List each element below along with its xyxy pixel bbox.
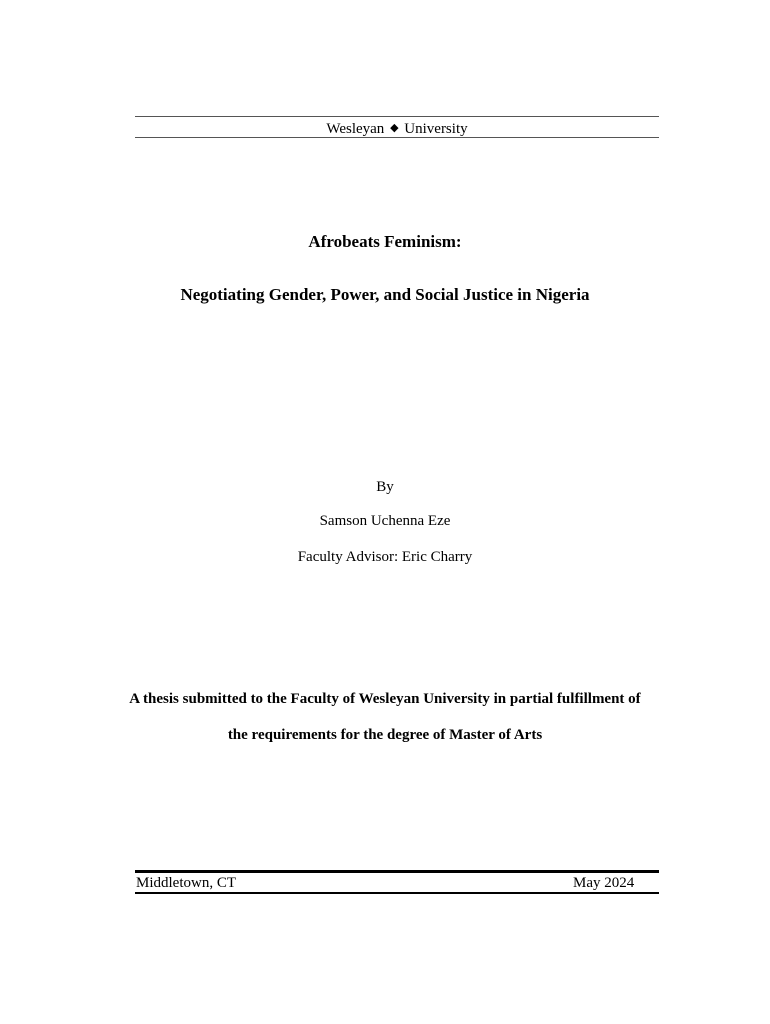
- thesis-title: Afrobeats Feminism:: [308, 232, 462, 251]
- header-top-rule: [135, 116, 659, 117]
- header-left-word: Wesleyan: [326, 121, 385, 137]
- footer-top-rule: [135, 870, 659, 873]
- by-label: By: [376, 479, 394, 495]
- university-header: [135, 118, 659, 138]
- degree-statement-line-2: the requirements for the degree of Master of Arts: [227, 727, 543, 743]
- faculty-advisor: Faculty Advisor: Eric Charry: [297, 549, 473, 565]
- author-name: Samson Uchenna Eze: [319, 513, 451, 529]
- header-bottom-rule: [135, 137, 659, 138]
- header-right-word: University: [404, 121, 468, 137]
- footer-date: May 2024: [573, 875, 635, 891]
- diamond-icon: ◆: [390, 122, 399, 134]
- footer-location: Middletown, CT: [136, 875, 236, 891]
- footer-bottom-rule: [135, 892, 659, 894]
- thesis-subtitle: Negotiating Gender, Power, and Social Justice in Nigeria: [180, 285, 590, 304]
- degree-statement-line-1: A thesis submitted to the Faculty of Wesleyan University in partial fulfillment of: [129, 691, 641, 707]
